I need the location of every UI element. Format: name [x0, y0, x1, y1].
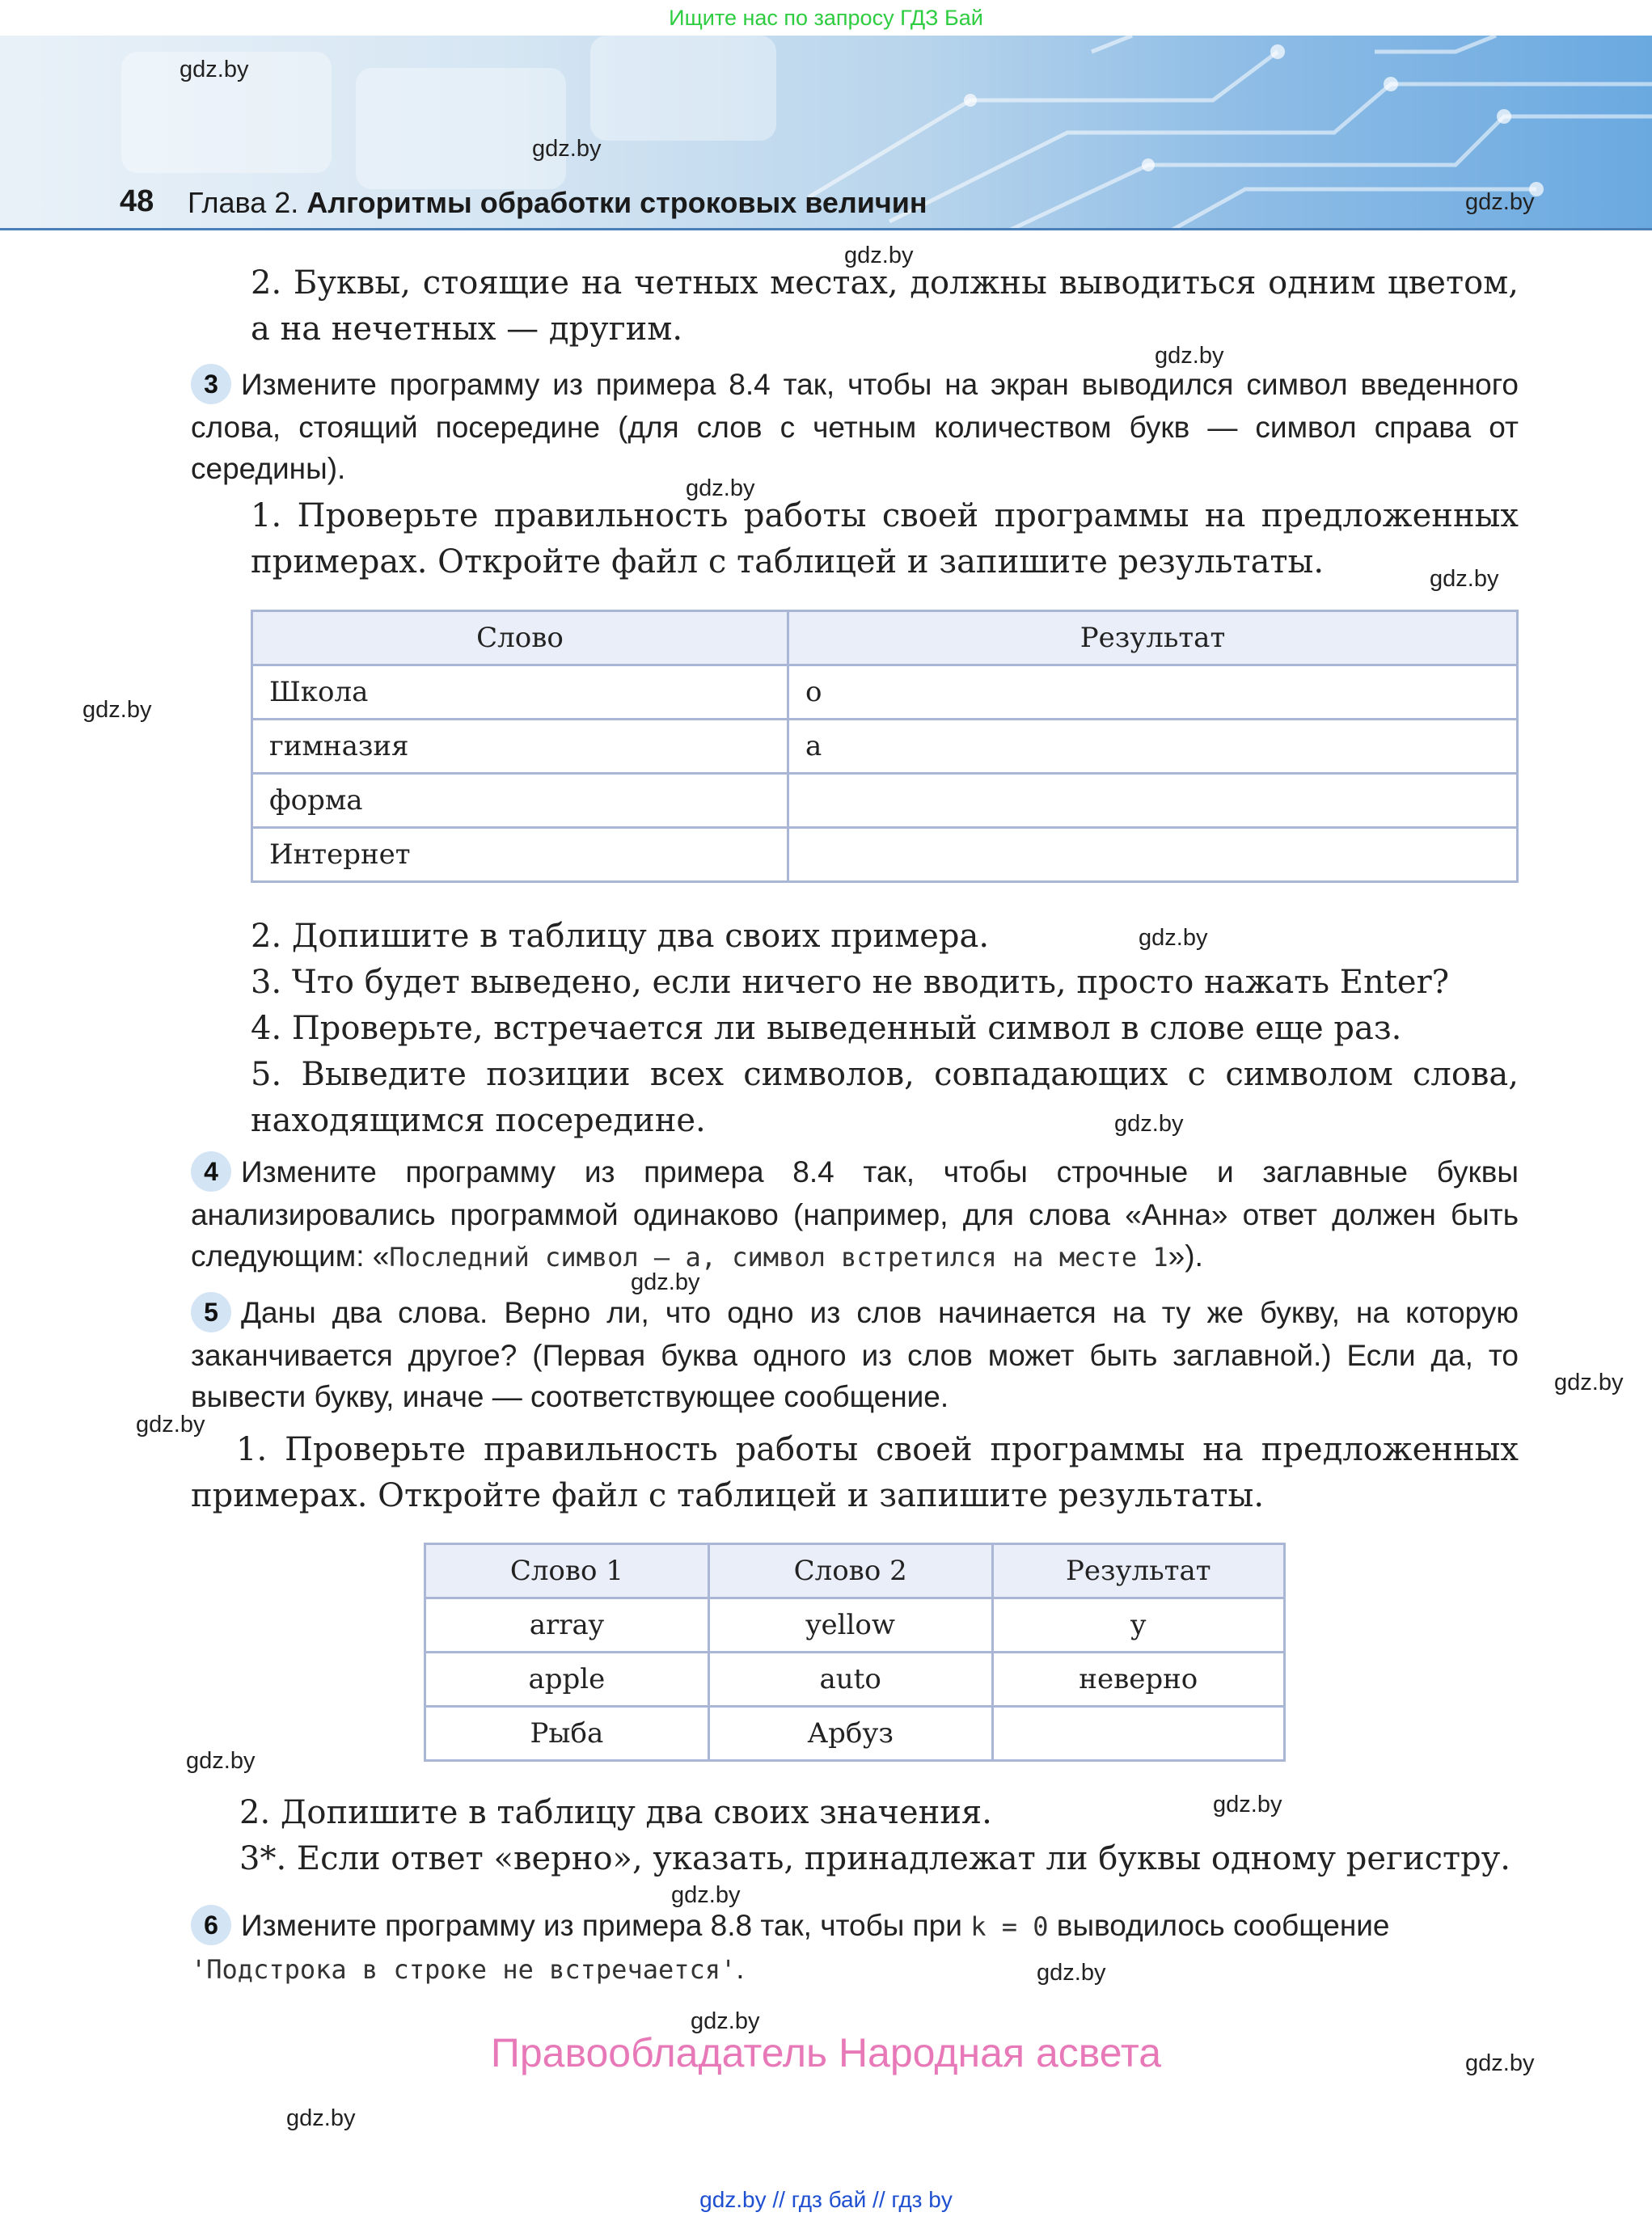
table-row [252, 828, 1518, 882]
watermark: gdz.by [1465, 2050, 1535, 2076]
watermark: gdz.by [686, 475, 755, 501]
task-5-item-1: 1. Проверьте правильность работы своей программы на предложенных примерах. Откройте файл с таблицей и запишите результаты. [191, 1431, 1519, 1514]
chapter-heading [188, 186, 927, 220]
task-3-item-5: 5. Выведите позиции всех символов, совпадающих с символом слова, находящимся посередине. [251, 1056, 1519, 1139]
watermark: gdz.by [1554, 1370, 1624, 1395]
intro-item-2: 2. Буквы, стоящие на четных местах, должны выводиться одним цветом, а на нечетных — другим. [251, 264, 1519, 348]
table-row [252, 774, 1518, 828]
table-cell: форма [252, 774, 788, 828]
table-cell: yellow [708, 1598, 992, 1653]
watermark: gdz.by [1465, 189, 1535, 215]
watermark: gdz.by [844, 243, 914, 268]
table-header-row [252, 611, 1518, 665]
watermark: gdz.by [1114, 1111, 1184, 1137]
watermark: gdz.by [180, 57, 249, 82]
watermark: gdz.by [286, 2105, 356, 2131]
task-4-text-end: »). [1168, 1239, 1203, 1273]
task-6-text: Измените программу из примера 8.8 так, чтобы при [241, 1909, 971, 1942]
chapter-title: Алгоритмы обработки строковых величин [306, 186, 927, 219]
page-number: 48 [120, 184, 154, 218]
task-3-text: Измените программу из примера 8.4 так, чтобы на экран выводился символ введенного слова, стоящий посередине (для слов с четным количеством букв — символ справа от середины). [191, 368, 1519, 486]
task-number-badge: 3 [191, 364, 231, 404]
watermark: gdz.by [532, 136, 602, 162]
watermark: gdz.by [1155, 343, 1224, 369]
table-row [252, 665, 1518, 720]
column-header: Слово 1 [425, 1544, 709, 1598]
table-cell: array [425, 1598, 709, 1653]
watermark: gdz.by [1213, 1792, 1282, 1818]
task-5 [191, 1292, 1519, 1417]
task-6-message: 'Подстрока в строке не встречается' [191, 1954, 737, 1986]
watermark: gdz.by [691, 2008, 760, 2034]
table-cell: гимназия [252, 720, 788, 774]
task-5-table [424, 1543, 1286, 1762]
watermark: gdz.by [1037, 1960, 1106, 1986]
table-header-row [425, 1544, 1285, 1598]
task-3-item-3: 3. Что будет выведено, если ничего не вводить, просто нажать Enter? [251, 964, 1450, 1001]
table-cell: Рыба [425, 1707, 709, 1761]
header-divider [0, 228, 1652, 230]
chapter-prefix: Глава 2. [188, 186, 299, 219]
task-6-text-end: . [736, 1952, 745, 1986]
table-row [252, 720, 1518, 774]
table-cell: о [788, 665, 1518, 720]
watermark: gdz.by [136, 1412, 205, 1438]
task-number-badge: 4 [191, 1151, 231, 1192]
table-row [425, 1653, 1285, 1707]
table-cell [992, 1707, 1284, 1761]
task-number-badge: 5 [191, 1292, 231, 1332]
table-row [425, 1598, 1285, 1653]
watermark: gdz.by [186, 1748, 256, 1774]
table-cell: Школа [252, 665, 788, 720]
task-3-item-2: 2. Допишите в таблицу два своих примера. [251, 918, 990, 955]
table-cell [788, 774, 1518, 828]
task-3-table [251, 610, 1519, 883]
table-cell [788, 828, 1518, 882]
task-4-code: Последний символ — а, символ встретился на месте 1 [389, 1242, 1168, 1273]
column-header: Слово [252, 611, 788, 665]
task-4 [191, 1151, 1519, 1278]
task-3 [191, 364, 1519, 489]
table-cell: Интернет [252, 828, 788, 882]
task-6-text-mid: выводилось сообщение [1048, 1909, 1390, 1942]
top-note: Ищите нас по запросу ГДЗ Бай [669, 6, 983, 30]
task-4-text: Измените программу из примера 8.4 так, чтобы строчные и заглавные буквы анализировались программой одинаково (например, для слова «Анна» ответ должен быть следующим: « [191, 1155, 1519, 1273]
watermark: gdz.by [1430, 566, 1499, 592]
table-cell: а [788, 720, 1518, 774]
task-6 [191, 1905, 1519, 1991]
watermark: gdz.by [1139, 925, 1208, 951]
watermark: gdz.by [82, 697, 152, 723]
task-5-text: Даны два слова. Верно ли, что одно из слов начинается на ту же букву, на которую заканчивается другое? (Первая буква одного из слов может быть заглавной.) Если да, то вывести букву, иначе — соответствующее сообщение. [191, 1296, 1519, 1414]
copyright-notice: Правообладатель Народная асвета [490, 2030, 1162, 2075]
column-header: Результат [788, 611, 1518, 665]
watermark: gdz.by [631, 1269, 700, 1295]
table-cell: auto [708, 1653, 992, 1707]
task-3-item-1: 1. Проверьте правильность работы своей программы на предложенных примерах. Откройте файл с таблицей и запишите результаты. [251, 497, 1519, 581]
table-cell: apple [425, 1653, 709, 1707]
table-cell: Арбуз [708, 1707, 992, 1761]
task-6-code: k = 0 [970, 1911, 1049, 1942]
column-header: Результат [992, 1544, 1284, 1598]
column-header: Слово 2 [708, 1544, 992, 1598]
task-5-item-2: 2. Допишите в таблицу два своих значения. [239, 1794, 992, 1831]
table-cell: y [992, 1598, 1284, 1653]
task-5-item-3: 3*. Если ответ «верно», указать, принадлежат ли буквы одному регистру. [239, 1840, 1511, 1877]
table-row [425, 1707, 1285, 1761]
task-3-item-4: 4. Проверьте, встречается ли выведенный символ в слове еще раз. [251, 1010, 1402, 1047]
watermark: gdz.by [671, 1882, 741, 1908]
task-number-badge: 6 [191, 1905, 231, 1945]
table-cell: неверно [992, 1653, 1284, 1707]
footer-links[interactable]: gdz.by // гдз бай // гдз by [699, 2187, 953, 2212]
